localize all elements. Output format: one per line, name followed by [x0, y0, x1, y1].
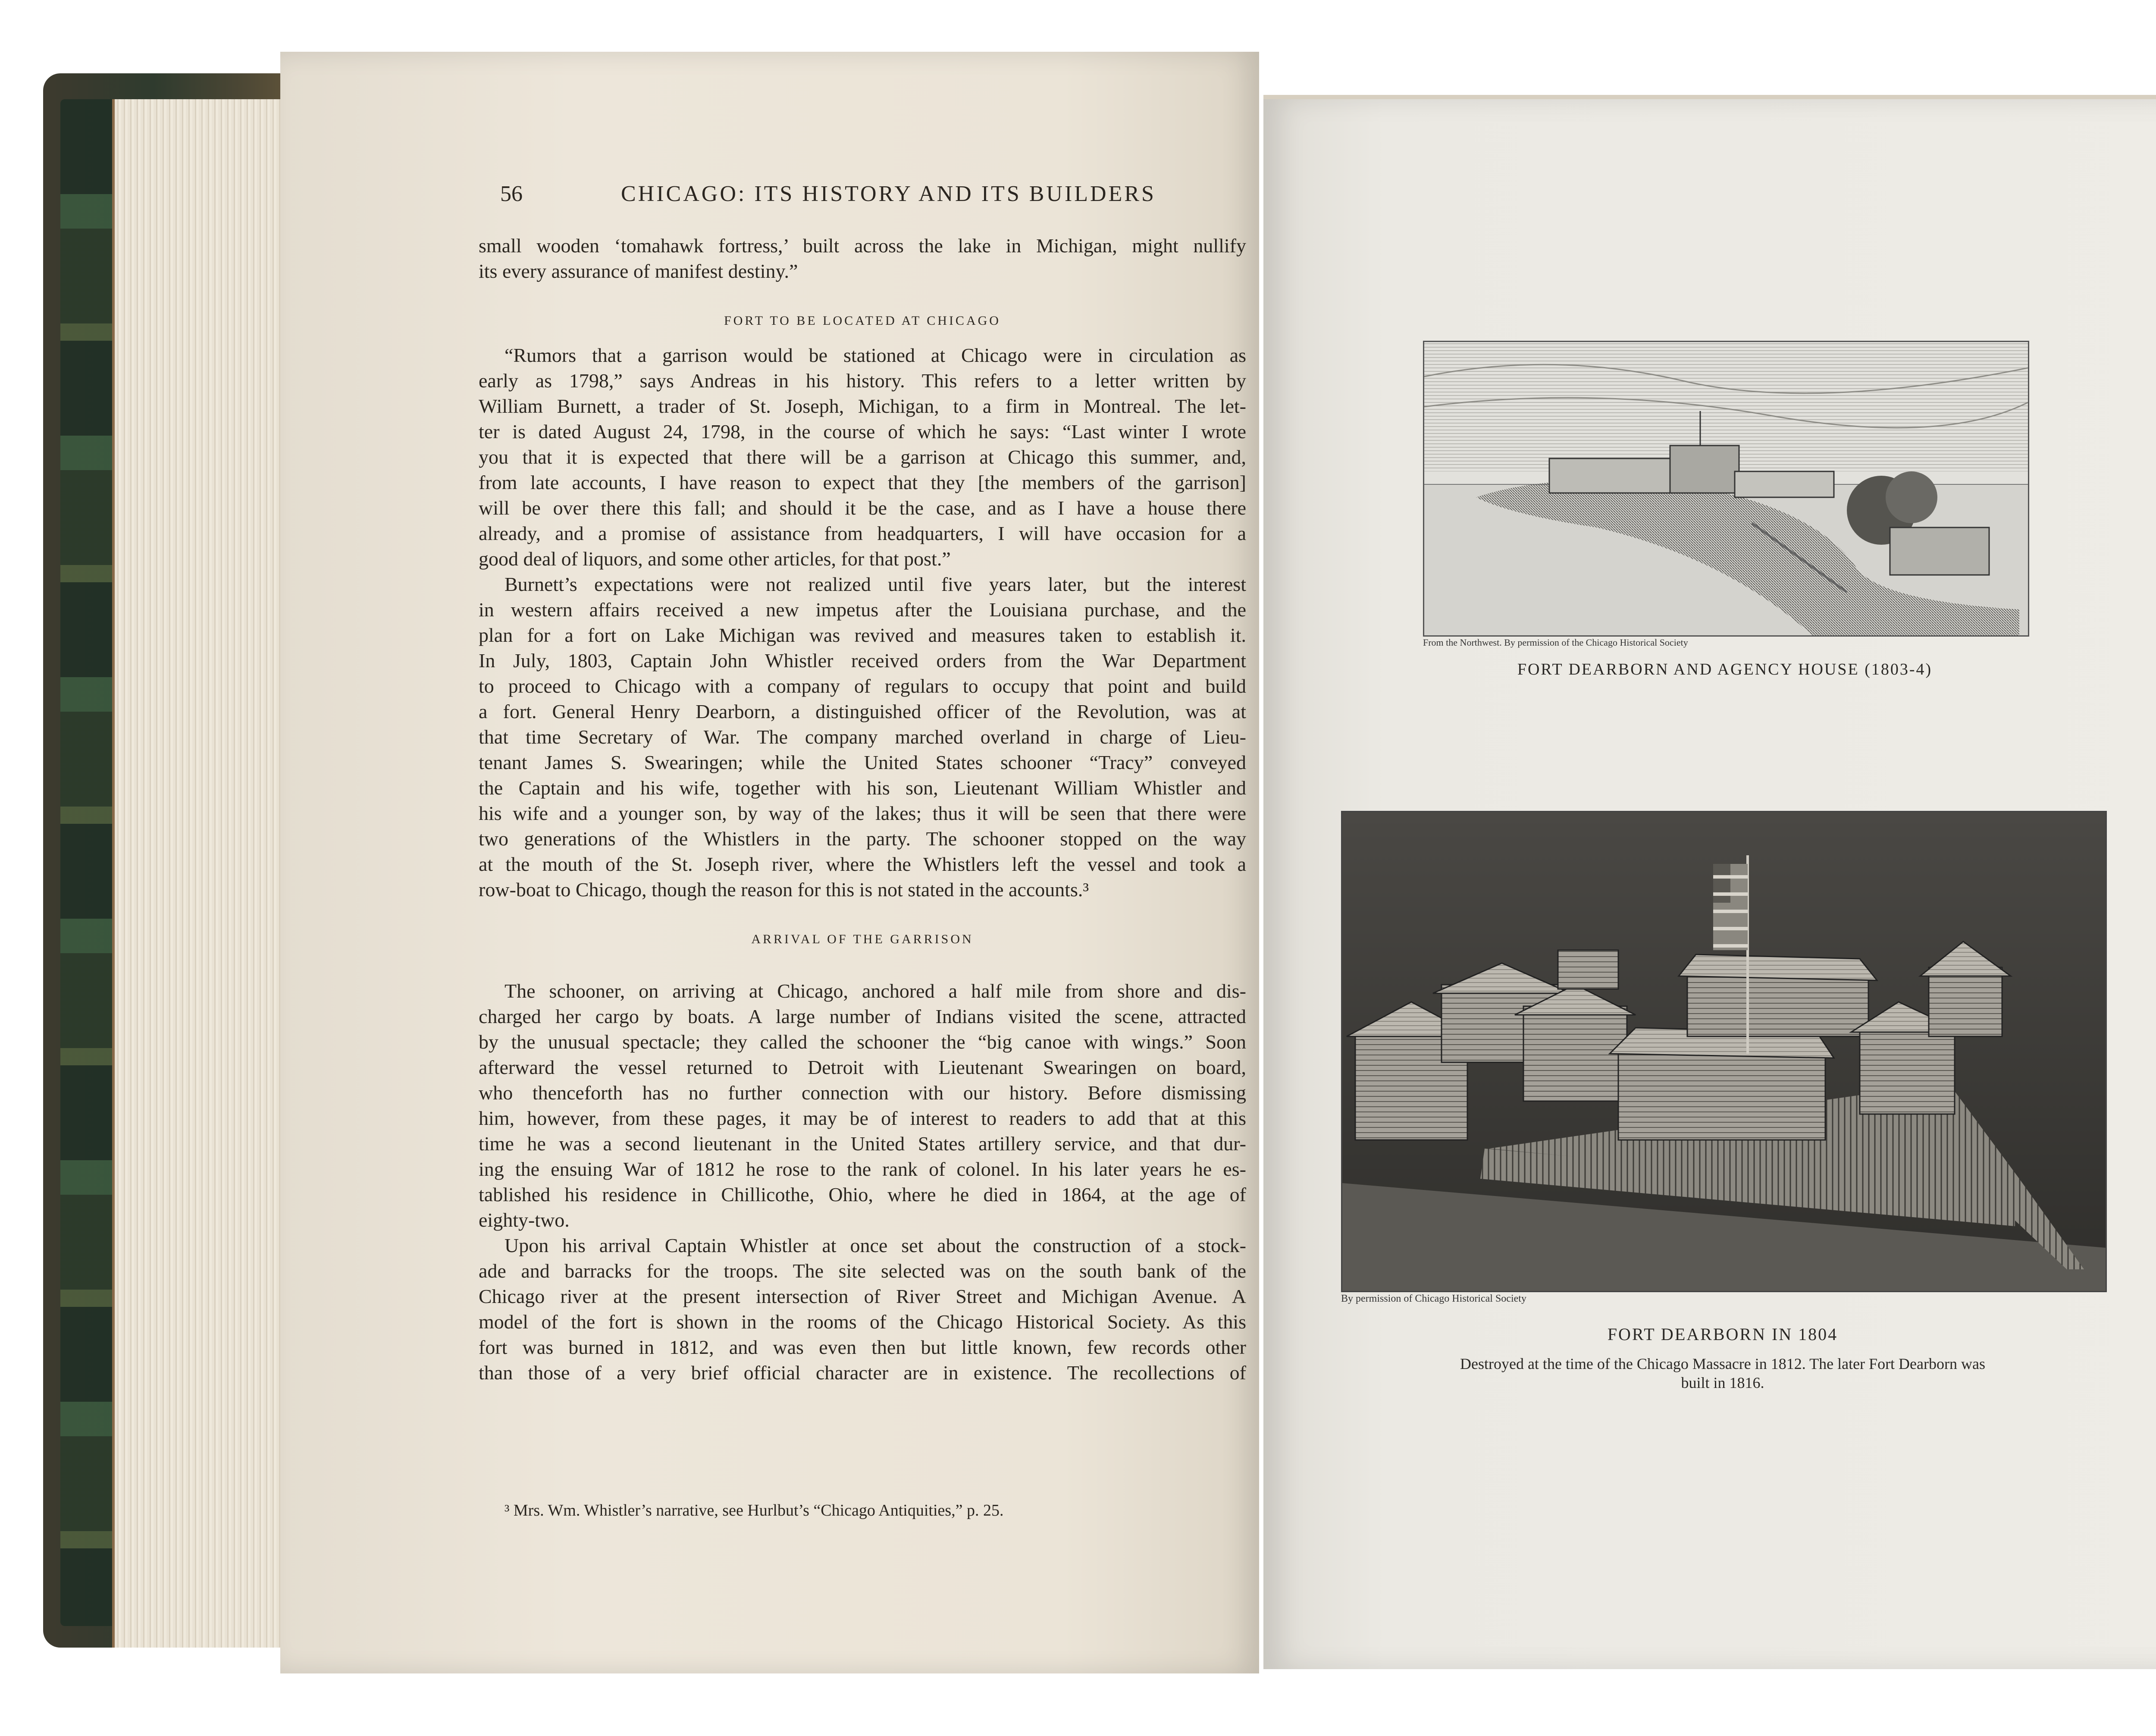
running-head: [500, 181, 1233, 224]
text-line: good deal of liquors, and some other articles, for that post.”: [479, 548, 951, 570]
image-credit: By permission of Chicago Historical Society: [1341, 1293, 1526, 1304]
text-line: already, and a promise of assistance from headquarters, I will have occasion for a: [479, 522, 1246, 544]
text-line: eighty-two.: [479, 1209, 570, 1231]
text-line: tablished his residence in Chillicothe, Ohio, where he died in 1864, at the age of: [479, 1183, 1246, 1205]
text-line: In July, 1803, Captain John Whistler received orders from the War Department: [479, 650, 1246, 672]
text-line: ter is dated August 24, 1798, in the course of which he says: “Last winter I wrote: [479, 421, 1246, 443]
text-line: small wooden ‘tomahawk fortress,’ built across the lake in Michigan, might nullify: [479, 235, 1246, 257]
text-line: tenant James S. Swearingen; while the United States schooner “Tracy” conveyed: [479, 751, 1246, 773]
running-title: CHICAGO: ITS HISTORY AND ITS BUILDERS: [621, 182, 1156, 206]
text-line: in western affairs received a new impetus after the Louisiana purchase, and the: [479, 599, 1246, 621]
description-line: built in 1816.: [1681, 1374, 1764, 1391]
fort-model-illustration: [1342, 812, 2106, 1291]
text-line: you that it is expected that there will be a garrison at Chicago this summer, and,: [479, 446, 1246, 468]
text-line: his wife and a younger son, by way of the lakes; thus it will be seen that there were: [479, 802, 1246, 824]
text-line: row-boat to Chicago, though the reason for this is not stated in the accounts.³: [479, 879, 1089, 901]
text-line: him, however, from these pages, it may be of interest to readers to add that at this: [479, 1107, 1246, 1129]
text-line: ade and barracks for the troops. The site selected was on the south bank of the: [479, 1260, 1246, 1282]
paragraph: [479, 571, 1246, 902]
fort-model-photo: [1341, 811, 2107, 1292]
section-heading: ARRIVAL OF THE GARRISON: [751, 932, 974, 946]
text-line: Upon his arrival Captain Whistler at once set about the construction of a stock-: [505, 1234, 1246, 1256]
text-line: two generations of the Whistlers in the party. The schooner stopped on the way: [479, 828, 1246, 850]
text-line: charged her cargo by boats. A large number of Indians visited the scene, attracted: [479, 1005, 1246, 1027]
image-credit: From the Northwest. By permission of the Chicago Historical Society: [1423, 637, 1688, 648]
body-text: [479, 233, 1246, 1385]
fort-engraving-image: [1423, 341, 2029, 637]
paragraph: [479, 978, 1246, 1233]
page-number: 56: [500, 182, 523, 206]
text-line: ing the ensuing War of 1812 he rose to the rank of colonel. In his later years he es-: [479, 1158, 1246, 1180]
text-line: a fort. General Henry Dearborn, a distinguished officer of the Revolution, was at: [479, 700, 1246, 722]
text-line: who thenceforth has no further connection with our history. Before dismissing: [479, 1082, 1246, 1104]
text-line: will be over there this fall; and should it be the case, and as I have a house there: [479, 497, 1246, 519]
text-line: that time Secretary of War. The company marched overland in charge of Lieu-: [479, 726, 1246, 748]
text-line: time he was a second lieutenant in the United States artillery service, and that dur-: [479, 1133, 1246, 1155]
text-line: model of the fort is shown in the rooms of the Chicago Historical Society. As this: [479, 1311, 1246, 1333]
text-line: afterward the vessel returned to Detroit with Lieutenant Swearingen on board,: [479, 1056, 1246, 1078]
section-heading: FORT TO BE LOCATED AT CHICAGO: [724, 314, 1001, 328]
flag-icon: [1713, 864, 1748, 950]
text-line: than those of a very brief official character are in existence. The recollections of: [479, 1362, 1246, 1384]
text-line: to proceed to Chicago with a company of regulars to occupy that point and build: [479, 675, 1246, 697]
image-description: [1341, 1354, 2104, 1392]
text-line: by the unusual spectacle; they called the schooner the “big canoe with wings.” Soon: [479, 1031, 1246, 1053]
text-line: early as 1798,” says Andreas in his history. This refers to a letter written by: [479, 370, 1246, 392]
paragraph: [479, 342, 1246, 571]
text-line: from late accounts, I have reason to expect that they [the members of the garrison]: [479, 471, 1246, 493]
image-caption: FORT DEARBORN IN 1804: [1607, 1325, 1838, 1344]
fort-engraving-illustration: [1424, 342, 2028, 635]
text-line: The schooner, on arriving at Chicago, anchored a half mile from shore and dis-: [505, 980, 1246, 1002]
text-line: at the mouth of the St. Joseph river, where the Whistlers left the vessel and took a: [479, 853, 1246, 875]
text-line: its every assurance of manifest destiny.”: [479, 260, 798, 282]
left-page: [280, 52, 1259, 1673]
text-line: Burnett’s expectations were not realized until five years later, but the interest: [505, 573, 1246, 595]
text-line: Chicago river at the present intersection of River Street and Michigan Avenue. A: [479, 1285, 1246, 1307]
text-line: plan for a fort on Lake Michigan was revived and measures taken to establish it.: [479, 624, 1246, 646]
description-line: Destroyed at the time of the Chicago Massacre in 1812. The later Fort Dearborn was: [1460, 1355, 1985, 1372]
text-line: the Captain and his wife, together with his son, Lieutenant William Whistler and: [479, 777, 1246, 799]
footnote: ³ Mrs. Wm. Whistler’s narrative, see Hurlbut’s “Chicago Antiquities,” p. 25.: [505, 1501, 1004, 1519]
text-line: “Rumors that a garrison would be stationed at Chicago were in circulation as: [505, 344, 1246, 366]
right-page: [1263, 99, 2156, 1669]
text-line: William Burnett, a trader of St. Joseph, Michigan, to a firm in Montreal. The let-: [479, 395, 1246, 417]
image-caption: FORT DEARBORN AND AGENCY HOUSE (1803-4): [1517, 660, 1933, 678]
paragraph: [479, 1233, 1246, 1385]
text-line: fort was burned in 1812, and was even then but little known, few records other: [479, 1336, 1246, 1358]
